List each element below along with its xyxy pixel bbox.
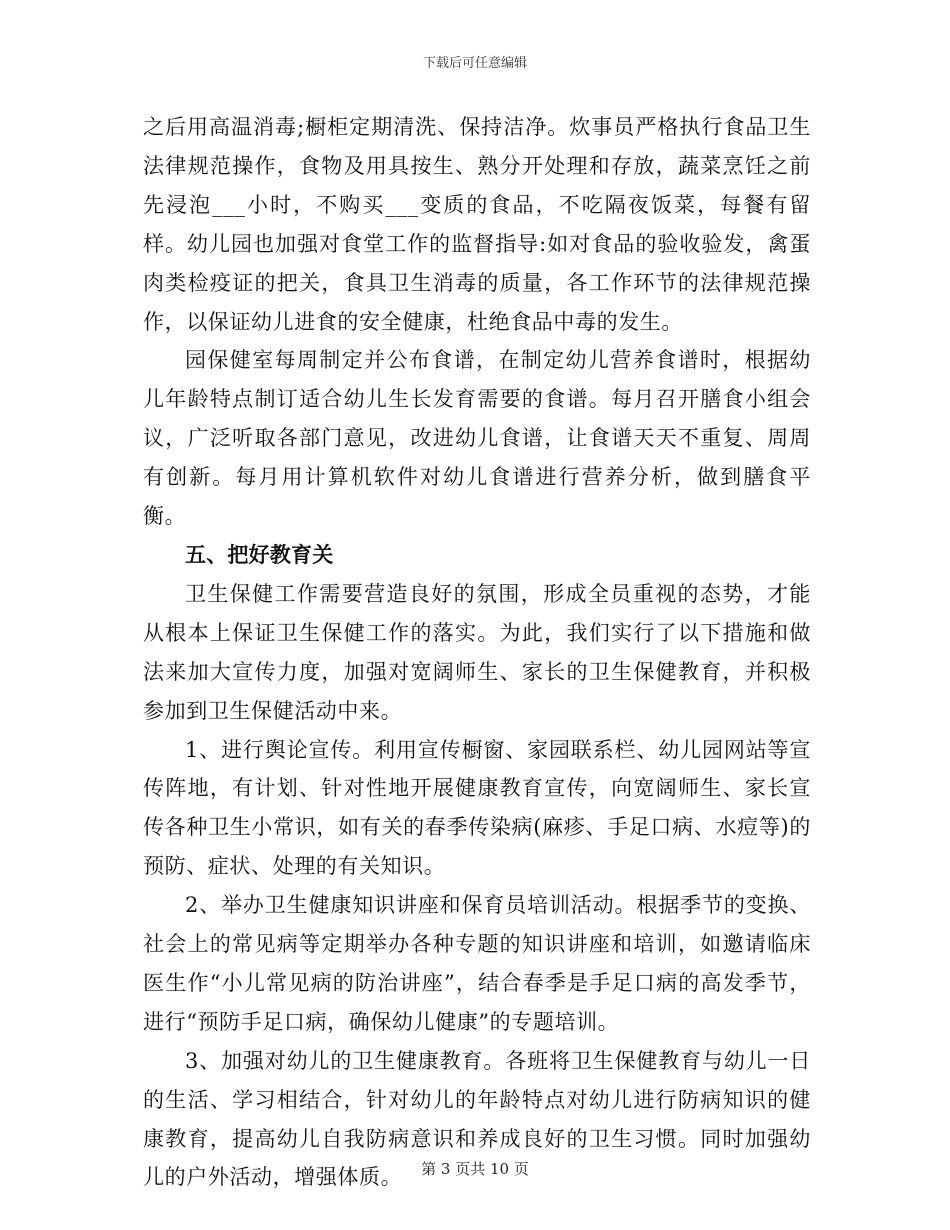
paragraph-item-3-child-education: 3、加强对幼儿的卫生健康教育。各班将卫生保健教育与幼儿一日的生活、学习相结合，针对幼儿的年龄特点对幼儿进行防病知识的健康教育，提高幼儿自我防病意识和养成良好的卫生习惯。同时加强幼儿的户外活动，增强体质。 [143, 1048, 811, 1190]
paragraph-item-1-publicity: 1、进行舆论宣传。利用宣传橱窗、家园联系栏、幼儿园网站等宣传阵地，有计划、针对性地开展健康教育宣传，向宽阔师生、家长宣传各种卫生小常识，如有关的春季传染病(麻疹、手足口病、水痘等)的预防、症状、处理的有关知识。 [143, 737, 811, 879]
paragraph-item-2-lectures: 2、举办卫生健康知识讲座和保育员培训活动。根据季节的变换、社会上的常见病等定期举办各种专题的知识讲座和培训，如邀请临床医生作“小儿常见病的防治讲座”，结合春季是手足口病的高发季节，进行“预防手足口病，确保幼儿健康”的专题培训。 [143, 893, 811, 1034]
page-footer-page-number: 第 3 页共 10 页 [421, 1160, 529, 1178]
paragraph-weekly-menu: 园保健室每周制定并公布食谱，在制定幼儿营养食谱时，根据幼儿年龄特点制订适合幼儿生长发育需要的食谱。每月召开膳食小组会议，广泛听取各部门意见，改进幼儿食谱，让食谱天天不重复、周周有创新。每月用计算机软件对幼儿食谱进行营养分析，做到膳食平衡。 [143, 348, 811, 529]
paragraph-kitchen-hygiene: 之后用高温消毒;橱柜定期清洗、保持洁净。炊事员严格执行食品卫生法律规范操作，食物及用具按生、熟分开处理和存放，蔬菜烹饪之前先浸泡___小时，不购买___变质的食品，不吃隔夜饭菜，每餐有留样。幼儿园也加强对食堂工作的监督指导:如对食品的验收验发，禽蛋肉类检疫证的把关，食具卫生消毒的质量，各工作环节的法律规范操作，以保证幼儿进食的安全健康，杜绝食品中毒的发生。 [143, 115, 811, 334]
section-heading-education: 五、把好教育关 [185, 542, 334, 567]
document-body [143, 108, 811, 1197]
page-header: 下载后可任意编辑 [422, 56, 527, 71]
paragraph-education-intro: 卫生保健工作需要营造良好的氛围，形成全员重视的态势，才能从根本上保证卫生保健工作的落实。为此，我们实行了以下措施和做法来加大宣传力度，加强对宽阔师生、家长的卫生保健教育，并积极参加到卫生保健活动中来。 [143, 581, 811, 723]
